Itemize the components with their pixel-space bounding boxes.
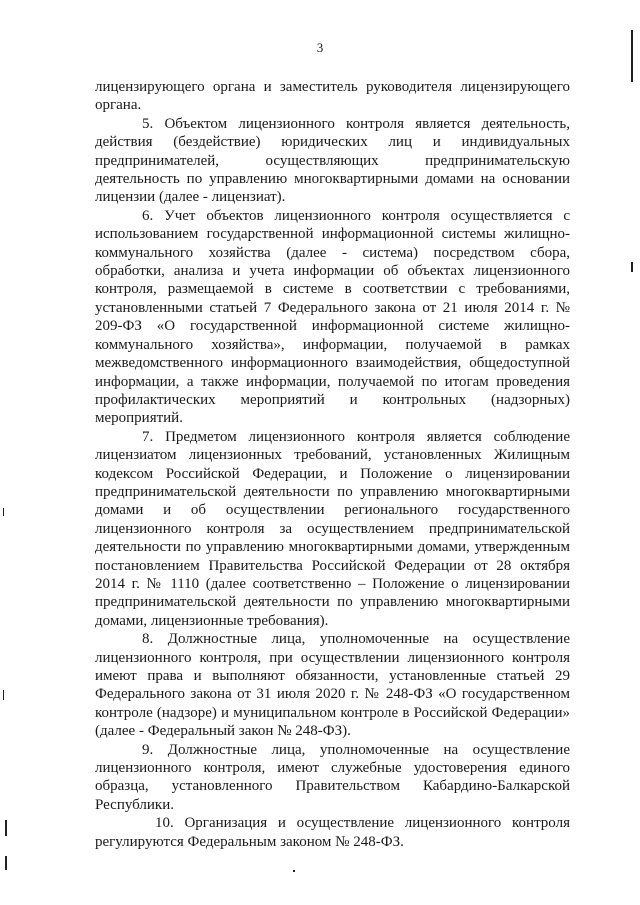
scan-mark-left-mid: [3, 508, 4, 516]
scan-mark-right-mid: [631, 262, 633, 272]
scan-mark-left-bottom-2: [5, 856, 7, 870]
paragraph-continuation: лицензирующего органа и заместитель руководителя лицензирующего органа.: [95, 79, 570, 114]
document-body: [95, 78, 570, 851]
paragraph-6: 6. Учет объектов лицензионного контроля осуществляется с использованием государственной информационной системы жилищно-коммунального хозяйства (далее - система) посредством сбора, обработки, анализа и учета информации об объектах лицензионного контроля, размещаемой в системе в соответствии с требованиями, установленными статьей 7 Федерального закона от 21 июля 2014 г. № 209-ФЗ «О государственной информационной системе жилищно-коммунального хозяйства», информации, получаемой в рамках межведомственного информационного взаимодействия, общедоступной информации, а также информации, получаемой по итогам проведения профилактических мероприятий и контрольных (надзорных) мероприятий.: [95, 207, 570, 427]
scan-mark-right-top: [631, 30, 633, 82]
page-number: 3: [316, 40, 324, 55]
scan-dot-bottom: [293, 870, 295, 872]
paragraph-9: 9. Должностные лица, уполномоченные на осуществление лицензионного контроля, имеют служебные удостоверения единого образца, установленного Правительством Кабардино-Балкарской Республики.: [95, 741, 570, 813]
paragraph-5: 5. Объектом лицензионного контроля является деятельность, действия (бездействие) юридических лиц и индивидуальных предпринимателей, осуществляющих предпринимательскую деятельность по управлению многоквартирными домами на основании лицензии (далее - лицензиат).: [95, 115, 570, 206]
scan-mark-left-lower: [3, 690, 4, 700]
paragraph-7: 7. Предметом лицензионного контроля является соблюдение лицензиатом лицензионных требований, установленных Жилищным кодексом Российской Федерации, и Положение о лицензировании предпринимательской деятельности по управлению многоквартирными домами и об осуществлении регионального государственного лицензионного контроля за осуществлением предпринимательской деятельности по управлению многоквартирными домами, утвержденным постановлением Правительства Российской Федерации от 28 октября 2014 г. № 1110 (далее соответственно – Положение о лицензировании предпринимательской деятельности по управлению многоквартирными домами, лицензионные требования).: [95, 428, 570, 629]
paragraph-8: 8. Должностные лица, уполномоченные на осуществление лицензионного контроля, при осуществлении лицензионного контроля имеют права и выполняют обязанности, установленные статьей 29 Федерального закона от 31 июля 2020 г. № 248-ФЗ «О государственном контроле (надзоре) и муниципальном контроле в Российской Федерации» (далее - Федеральный закон № 248-ФЗ).: [95, 631, 570, 740]
paragraph-10: 10. Организация и осуществление лицензионного контроля регулируются Федеральным законом № 248-ФЗ.: [95, 815, 570, 850]
scan-mark-left-bottom-1: [5, 820, 7, 836]
